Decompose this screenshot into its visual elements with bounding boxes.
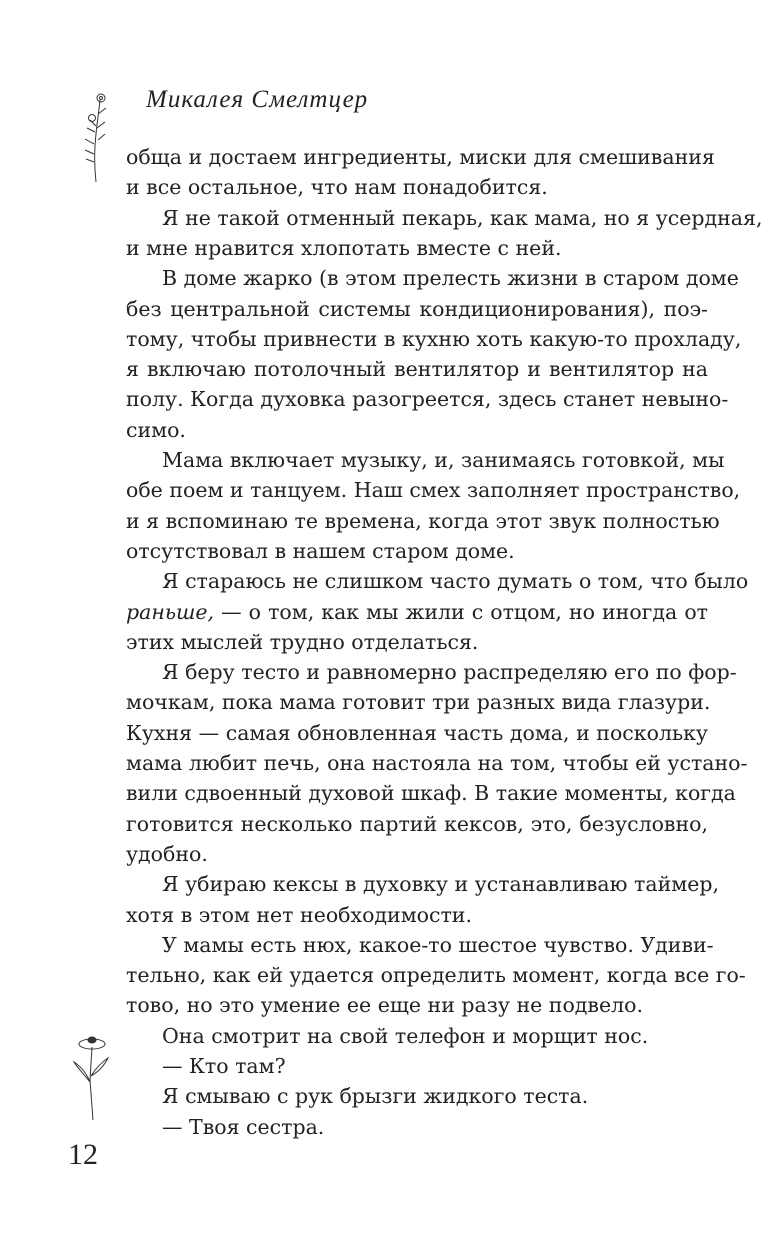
text-line: — Твоя сестра. xyxy=(162,1114,325,1139)
text-line: В доме жарко (в этом прелесть жизни в старом доме xyxy=(162,266,739,291)
text-line: симо. xyxy=(126,417,186,442)
text-line: обе поем и танцуем. Наш смех заполняет пространство, xyxy=(126,478,741,503)
flower-sprig-icon xyxy=(72,92,112,184)
text-line: Кухня — самая обновленная часть дома, и поскольку xyxy=(126,720,708,745)
text-line: мочкам, пока мама готовит три разных вида глазури. xyxy=(126,690,711,715)
text-line: — Кто там? xyxy=(162,1054,286,1078)
text-line: хотя в этом нет необходимости. xyxy=(126,902,472,927)
text-line: Я стараюсь не слишком часто думать о том, что было xyxy=(162,569,749,594)
text-line: вили сдвоенный духовой шкаф. В такие моменты, когда xyxy=(126,781,736,806)
text-line: отсутствовал в нашем старом доме. xyxy=(126,538,515,563)
page-number: 12 xyxy=(68,1138,98,1171)
text-line: и все остальное, что нам понадобится. xyxy=(126,175,548,200)
text-line: Мама включает музыку, и, занимаясь готовкой, мы xyxy=(162,448,725,472)
text-line: этих мыслей трудно отделаться. xyxy=(126,629,479,654)
text-line: удобно. xyxy=(126,841,208,866)
text-line: я включаю потолочный вентилятор и вентилятор на xyxy=(126,357,708,382)
text-line: тово, но это умение ее еще ни разу не подвело. xyxy=(126,993,643,1018)
daisy-flower-icon xyxy=(70,1030,114,1122)
text-line: и я вспоминаю те времена, когда этот звук полностью xyxy=(126,508,720,533)
text-line: и мне нравится хлопотать вместе с ней. xyxy=(126,235,562,260)
text-line: раньше, — о том, как мы жили с отцом, но иногда от xyxy=(126,599,708,624)
text-line: мама любит печь, она настояла на том, чтобы ей устано- xyxy=(126,751,748,775)
text-line: Она смотрит на свой телефон и морщит нос. xyxy=(162,1023,649,1048)
text-line: тельно, как ей удается определить момент, когда все го- xyxy=(126,963,746,988)
text-line: Я убираю кексы в духовку и устанавливаю таймер, xyxy=(162,872,719,897)
text-line: полу. Когда духовка разогреется, здесь станет невыно- xyxy=(126,387,729,412)
text-line: Я смываю с рук брызги жидкого теста. xyxy=(162,1084,589,1109)
text-line: готовится несколько партий кексов, это, безусловно, xyxy=(126,811,708,836)
text-line: Я не такой отменный пекарь, как мама, но я усердная, xyxy=(162,205,763,230)
text-line: тому, чтобы привнести в кухню хоть какую-то прохладу, xyxy=(126,326,742,351)
text-line: Я беру тесто и равномерно распределяю его по фор- xyxy=(162,660,737,685)
emphasis: раньше, xyxy=(126,599,215,624)
text-line: обща и достаем ингредиенты, миски для смешивания xyxy=(126,145,715,169)
text-line: У мамы есть нюх, какое-то шестое чувство. Удиви- xyxy=(162,932,714,957)
running-header-author: Микалея Смелтцер xyxy=(146,86,369,113)
text-line: без центральной системы кондиционирования), поэ- xyxy=(126,296,708,321)
